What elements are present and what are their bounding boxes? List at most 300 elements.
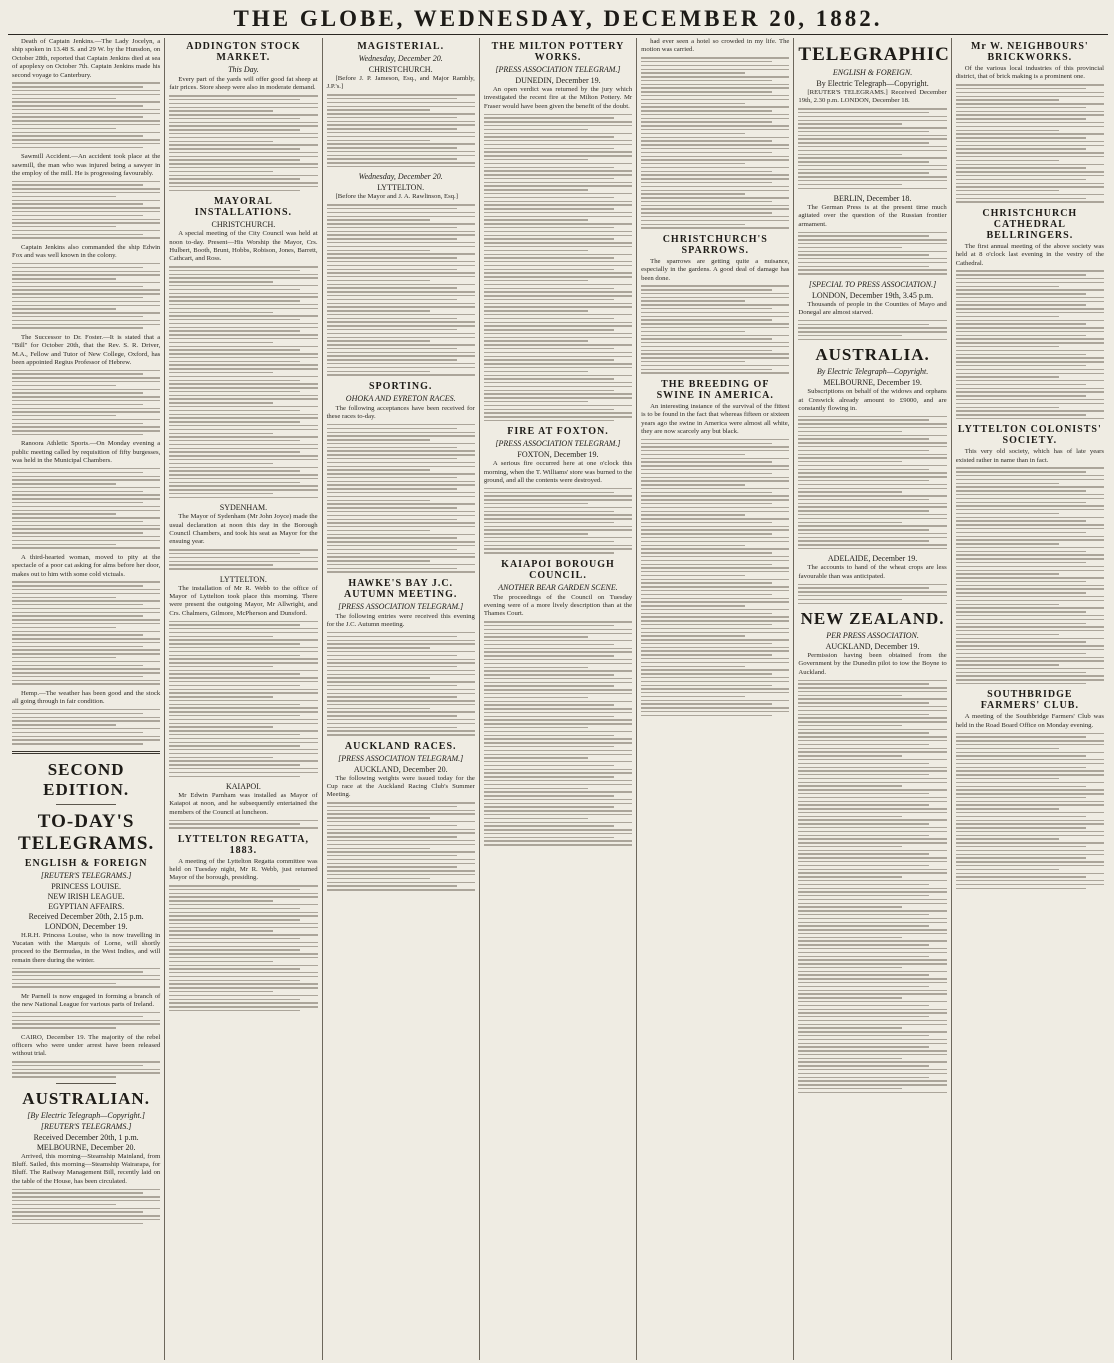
text-line	[956, 835, 1104, 836]
text-line	[12, 968, 160, 969]
text-line	[484, 719, 632, 720]
text-line	[798, 1065, 929, 1066]
text-line	[169, 190, 300, 191]
text-line	[484, 765, 615, 766]
text-line	[327, 265, 475, 266]
text-line	[641, 484, 745, 485]
text-line	[798, 808, 946, 809]
text-line	[484, 329, 615, 330]
text-line	[956, 547, 1104, 548]
text-line	[641, 579, 789, 580]
text-line	[484, 363, 632, 364]
text-line	[798, 131, 929, 132]
text-line	[12, 1069, 160, 1070]
text-line	[798, 721, 946, 722]
text-line	[12, 498, 160, 499]
text-line	[169, 983, 317, 984]
text-line	[484, 697, 588, 698]
text-line	[327, 806, 458, 807]
text-line	[641, 174, 789, 175]
text-line	[956, 820, 1104, 821]
text-line	[169, 327, 317, 328]
text-line	[956, 641, 1087, 642]
text-line	[641, 369, 772, 370]
text-line	[798, 533, 946, 534]
text-line	[169, 99, 300, 100]
text-line	[327, 549, 458, 550]
text-line	[169, 137, 317, 138]
article	[956, 41, 1104, 203]
text-line	[956, 577, 1104, 578]
text-line	[484, 682, 632, 683]
article-body: The first annual meeting of the above society was held at 8 o'clock last evening in the vestry of the Cathedral.	[955, 242, 1104, 267]
text-line	[327, 231, 475, 232]
text-line	[956, 160, 1060, 161]
text-line	[641, 571, 789, 572]
text-line	[641, 688, 789, 689]
text-line	[169, 673, 300, 674]
text-line	[798, 853, 929, 854]
text-line	[956, 660, 1104, 661]
text-line	[12, 589, 160, 590]
text-line	[484, 223, 632, 224]
article-body: Arrived, this morning—Steamship Mainland, from Bluff. Sailed, this morning—Steamship Wairarapa, for Bluff. The Railway Management Bill, recently laid on the table of the House, has been circulated.	[12, 1152, 161, 1185]
text-line	[327, 147, 458, 148]
text-line	[327, 689, 475, 690]
text-line	[12, 1223, 143, 1224]
text-line	[484, 280, 588, 281]
article-body: The Mayor of Sydenham (Mr John Joyce) made the usual declaration at noon this day in the Borough Council Chambers, and took his seat as Mayor for the ensuing year.	[169, 513, 318, 546]
text-line	[484, 548, 632, 549]
text-line	[12, 494, 160, 495]
text-line	[12, 487, 160, 488]
article-subhead: ANOTHER BEAR GARDEN SCENE.	[498, 582, 618, 592]
text-line	[484, 405, 632, 406]
text-line	[169, 827, 317, 828]
article-body: Mr Edwin Parnham was installed as Mayor of Kaiapoi at noon, and he subsequently entertained the members of the Council at luncheon.	[169, 791, 318, 816]
text-line	[641, 186, 789, 187]
text-line	[798, 335, 902, 336]
text-line	[484, 367, 632, 368]
text-line	[169, 493, 273, 494]
text-line	[327, 216, 475, 217]
text-line	[484, 644, 615, 645]
text-line	[798, 1024, 946, 1025]
text-line	[641, 193, 745, 194]
text-line	[641, 613, 772, 614]
text-line	[956, 320, 1104, 321]
text-line	[484, 495, 632, 496]
article-headline: AUSTRALIA.	[815, 345, 930, 365]
text-line	[484, 299, 615, 300]
text-line	[641, 99, 789, 100]
text-line	[641, 87, 789, 88]
text-lines	[327, 632, 475, 735]
text-line	[956, 274, 1087, 275]
text-line	[956, 278, 1104, 279]
text-line	[484, 716, 615, 717]
column-3	[323, 38, 480, 1360]
text-line	[327, 882, 475, 883]
text-line	[484, 272, 632, 273]
article-body: A special meeting of the City Council was held at noon to-day. Present—His Worship the Mayor, Crs. Hulbert, Booth, Brunt, Hobbs, Robison, Jones, Barrett, Cathcart, and Ross.	[169, 230, 318, 263]
text-line	[798, 273, 946, 274]
text-line	[798, 1001, 946, 1002]
text-line	[169, 742, 317, 743]
text-line	[798, 698, 946, 699]
article-subhead: [PRESS ASSOCIATION TELEGRAM.]	[338, 753, 464, 763]
text-line	[169, 900, 273, 901]
text-line	[798, 683, 929, 684]
article-headline: THE MILTON POTTERY WORKS.	[491, 41, 625, 63]
text-line	[641, 522, 772, 523]
text-line	[169, 723, 317, 724]
text-line	[169, 186, 317, 187]
text-line	[12, 184, 143, 185]
text-line	[484, 295, 632, 296]
text-line	[484, 227, 615, 228]
text-line	[956, 282, 1104, 283]
text-line	[327, 723, 475, 724]
text-line	[169, 568, 317, 569]
text-line	[641, 552, 772, 553]
text-line	[169, 346, 317, 347]
text-line	[798, 702, 929, 703]
text-line	[641, 297, 789, 298]
text-line	[327, 212, 475, 213]
text-line	[327, 571, 475, 572]
text-line	[484, 685, 615, 686]
text-line	[484, 174, 632, 175]
text-line	[484, 371, 588, 372]
text-line	[956, 171, 1104, 172]
text-line	[12, 631, 160, 632]
text-line	[12, 1020, 160, 1021]
text-line	[12, 1076, 116, 1077]
text-line	[956, 122, 1104, 123]
text-line	[956, 186, 1104, 187]
text-line	[798, 1043, 946, 1044]
text-line	[169, 141, 273, 142]
text-line	[169, 414, 317, 415]
text-line	[798, 1088, 902, 1089]
text-line	[484, 788, 588, 789]
text-line	[956, 316, 1060, 317]
text-line	[956, 145, 1104, 146]
text-line	[12, 90, 160, 91]
text-line	[641, 715, 772, 716]
text-line	[641, 323, 789, 324]
article	[327, 172, 475, 375]
text-line	[169, 549, 317, 550]
text-line	[484, 693, 632, 694]
text-line	[484, 674, 615, 675]
text-line	[798, 339, 946, 340]
text-line	[169, 919, 300, 920]
text-line	[12, 419, 160, 420]
text-lines	[956, 733, 1104, 889]
text-line	[956, 137, 1087, 138]
text-line	[484, 163, 632, 164]
text-line	[956, 376, 1060, 377]
text-line	[798, 165, 946, 166]
text-line	[169, 118, 300, 119]
text-line	[169, 738, 317, 739]
text-line	[956, 873, 1104, 874]
text-line	[169, 463, 273, 464]
text-line	[169, 308, 317, 309]
text-line	[327, 813, 475, 814]
text-line	[327, 166, 475, 167]
article	[12, 1034, 160, 1078]
text-line	[641, 465, 789, 466]
text-line	[956, 782, 1104, 783]
text-line	[327, 359, 458, 360]
text-line	[956, 672, 1087, 673]
article-body: The sparrows are getting quite a nuisance, especially in the gardens. A good deal of damage has been done.	[641, 257, 790, 282]
text-line	[484, 492, 615, 493]
text-line	[484, 393, 632, 394]
text-line	[798, 933, 946, 934]
text-line	[798, 1080, 946, 1081]
article-body: Death of Captain Jenkins.—The Lady Jocelyn, a ship spoken in 13.48 S. and 29 W. by the Hunsdon, on October 28th, reported that Captain Jenkins died at sea of apoplexy on October 7th. Captain Jenkins made his second voyage to Canterbury.	[12, 38, 161, 79]
text-line	[641, 293, 789, 294]
text-line	[641, 443, 772, 444]
text-line	[798, 587, 929, 588]
text-line	[327, 507, 458, 508]
text-line	[12, 612, 160, 613]
text-line	[169, 715, 300, 716]
text-line	[641, 327, 789, 328]
text-line	[12, 627, 116, 628]
text-line	[956, 876, 1087, 877]
text-line	[327, 128, 458, 129]
text-line	[327, 208, 458, 209]
text-line	[956, 744, 1104, 745]
text-line	[798, 1092, 946, 1093]
text-line	[12, 483, 116, 484]
text-line	[327, 481, 475, 482]
text-line	[169, 760, 317, 761]
text-line	[956, 573, 1060, 574]
text-line	[641, 361, 745, 362]
text-line	[956, 592, 1087, 593]
text-line	[641, 201, 772, 202]
text-line	[798, 691, 946, 692]
text-line	[327, 537, 458, 538]
text-line	[12, 188, 160, 189]
text-line	[798, 465, 946, 466]
text-line	[12, 385, 116, 386]
text-line	[798, 744, 929, 745]
text-line	[641, 567, 789, 568]
text-line	[641, 586, 789, 587]
text-line	[798, 1058, 902, 1059]
text-line	[327, 848, 431, 849]
text-line	[484, 784, 632, 785]
article-subhead: [PRESS ASSOCIATION TELEGRAM.]	[338, 601, 464, 611]
text-line	[956, 804, 1104, 805]
text-line	[484, 541, 615, 542]
text-lines	[12, 581, 160, 684]
text-line	[641, 316, 789, 317]
text-line	[484, 397, 632, 398]
text-line	[798, 827, 946, 828]
text-line	[641, 338, 772, 339]
text-line	[641, 499, 789, 500]
text-line	[327, 711, 475, 712]
text-line	[484, 378, 615, 379]
text-lines	[484, 488, 632, 554]
text-line	[798, 1012, 946, 1013]
text-line	[484, 121, 632, 122]
text-line	[327, 878, 431, 879]
text-line	[12, 585, 143, 586]
text-line	[956, 797, 1087, 798]
text-line	[484, 735, 615, 736]
text-line	[641, 639, 789, 640]
text-line	[12, 211, 160, 212]
text-line	[798, 142, 929, 143]
text-line	[484, 401, 588, 402]
article-body: [Before J. P. Jameson, Esq., and Major Rambly, J.P.'s.]	[326, 75, 475, 91]
text-line	[484, 727, 588, 728]
text-line	[327, 477, 458, 478]
text-line	[641, 541, 789, 542]
text-lines	[641, 57, 789, 229]
text-line	[484, 750, 632, 751]
text-line	[641, 647, 789, 648]
text-line	[641, 346, 789, 347]
text-line	[327, 840, 475, 841]
text-line	[956, 490, 1087, 491]
text-line	[169, 182, 317, 183]
text-line	[169, 296, 317, 297]
text-line	[327, 640, 475, 641]
text-line	[12, 517, 160, 518]
text-line	[327, 314, 475, 315]
text-line	[641, 609, 789, 610]
text-line	[327, 670, 475, 671]
text-line	[641, 495, 789, 496]
article-body: The accounts to hand of the wheat crops are less favourable than was anticipated.	[798, 564, 947, 580]
text-line	[798, 331, 946, 332]
text-line	[956, 350, 1104, 351]
text-line	[484, 499, 632, 500]
text-line	[956, 588, 1104, 589]
article-dateline: LONDON, December 19th, 3.45 p.m.	[812, 290, 934, 300]
text-line	[484, 269, 615, 270]
text-line	[641, 289, 772, 290]
article-body: Sawmill Accident.—An accident took place at the sawmill, the man who was injured being a sawyer in the employ of the mill. He is progressing favourably.	[12, 153, 161, 177]
text-line	[641, 650, 789, 651]
article	[956, 689, 1104, 889]
text-line	[641, 121, 772, 122]
text-line	[641, 703, 772, 704]
text-line	[12, 661, 160, 662]
text-line	[956, 403, 1104, 404]
text-line	[798, 510, 929, 511]
text-line	[641, 632, 789, 633]
text-lines	[12, 82, 160, 148]
text-line	[798, 254, 929, 255]
text-line	[484, 655, 615, 656]
text-line	[956, 118, 1087, 119]
text-line	[798, 1073, 946, 1074]
text-line	[484, 242, 632, 243]
text-line	[12, 506, 160, 507]
text-line	[956, 604, 1060, 605]
text-line	[798, 774, 929, 775]
text-line	[327, 855, 458, 856]
text-line	[798, 112, 929, 113]
text-line	[12, 132, 160, 133]
text-line	[484, 235, 632, 236]
article-headline: SOUTHBRIDGE FARMERS' CLUB.	[980, 689, 1079, 712]
text-line	[484, 704, 615, 705]
text-line	[641, 212, 772, 213]
text-line	[169, 651, 317, 652]
text-line	[169, 696, 273, 697]
text-line	[12, 271, 160, 272]
text-line	[956, 130, 1060, 131]
text-line	[12, 373, 143, 374]
article-headline: AUCKLAND RACES.	[344, 740, 457, 752]
text-line	[12, 608, 160, 609]
text-line	[956, 615, 1104, 616]
text-line	[12, 98, 116, 99]
article-dateline: LYTTELTON.	[219, 574, 267, 584]
text-lines	[798, 232, 946, 275]
column-4	[480, 38, 637, 1360]
text-line	[169, 995, 317, 996]
text-line	[327, 851, 475, 852]
text-line	[956, 630, 1104, 631]
text-line	[798, 763, 929, 764]
text-line	[798, 925, 929, 926]
telegram-dateline: MELBOURNE, December 20.	[36, 1142, 136, 1152]
text-lines	[12, 468, 160, 549]
text-line	[169, 467, 317, 468]
text-line	[169, 961, 273, 962]
text-line	[641, 662, 789, 663]
text-line	[641, 624, 772, 625]
text-lines	[484, 114, 632, 422]
text-line	[484, 640, 632, 641]
text-line	[12, 491, 143, 492]
text-line	[956, 539, 1104, 540]
text-line	[12, 668, 160, 669]
text-line	[798, 480, 929, 481]
text-line	[327, 693, 475, 694]
text-line	[641, 616, 789, 617]
text-line	[12, 215, 143, 216]
text-line	[169, 95, 317, 96]
text-line	[327, 655, 458, 656]
text-line	[327, 303, 475, 304]
text-line	[169, 889, 300, 890]
text-line	[12, 105, 143, 106]
text-line	[484, 265, 632, 266]
text-line	[169, 655, 300, 656]
text-line	[956, 373, 1104, 374]
text-line	[484, 507, 632, 508]
text-line	[12, 521, 143, 522]
text-line	[484, 114, 632, 115]
text-line	[12, 124, 160, 125]
article-body: The Successor to Dr. Foster.—It is stated that a "Bill" for October 20th, that the Rev. S. R. Driver, M.A., Fellow and Tutor of New College, Oxford, has been appointed Regius Professor of Hebrew.	[12, 333, 161, 366]
article-body: had ever seen a hotel so crowded in my life. The motion was carried.	[641, 38, 790, 54]
